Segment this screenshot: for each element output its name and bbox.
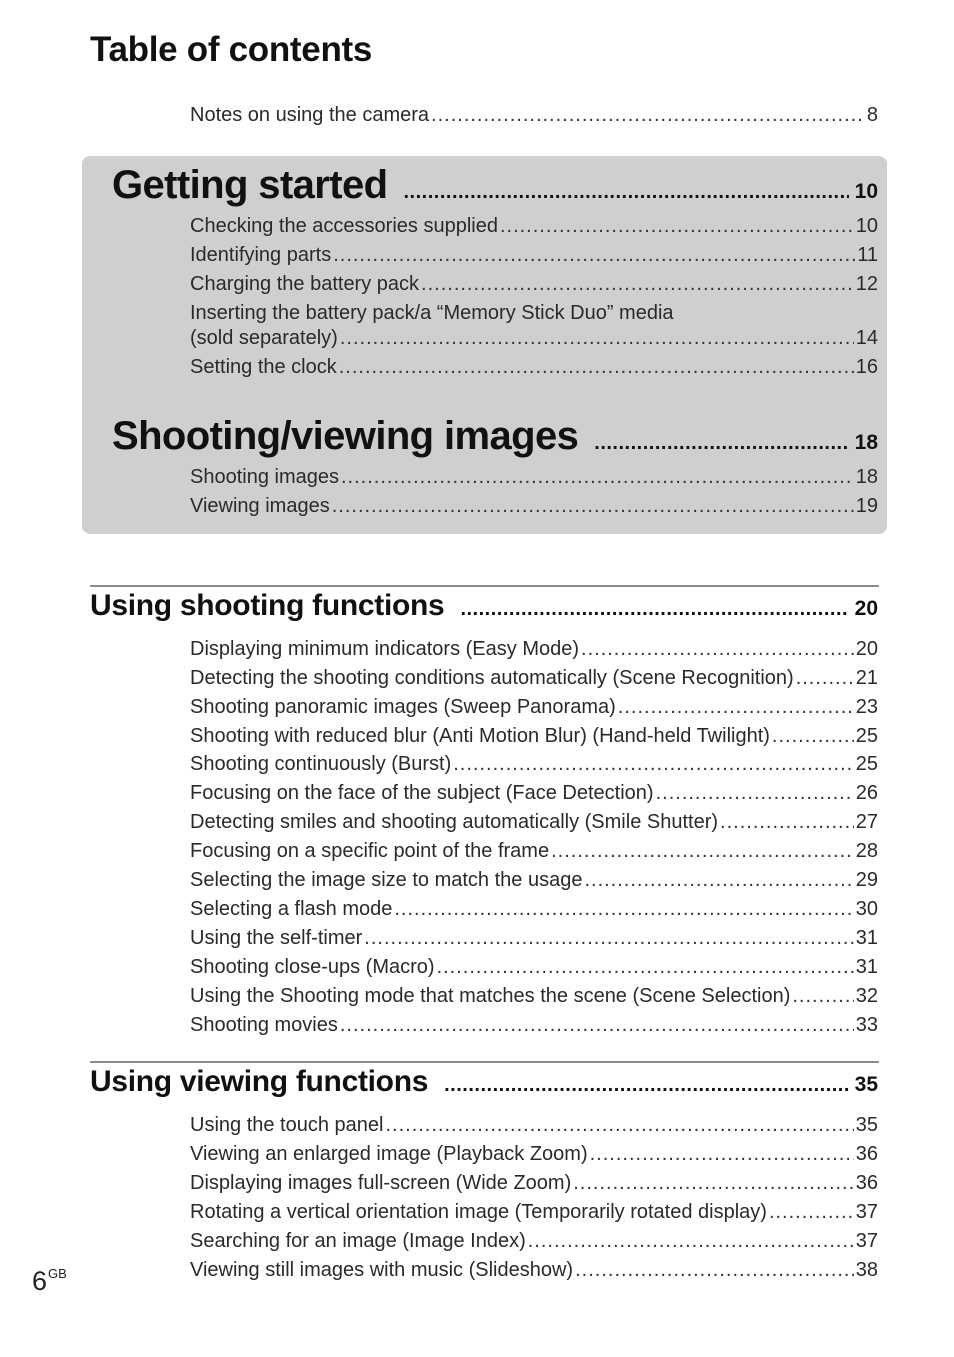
leader-dots	[421, 270, 854, 299]
toc-entry-label: Checking the accessories supplied	[190, 215, 498, 237]
toc-entry-page: 36	[855, 1143, 878, 1165]
leader-dots	[590, 1140, 854, 1169]
toc-entry-page: 23	[855, 696, 878, 718]
leader-dots	[594, 432, 848, 455]
page-title: Table of contents	[90, 30, 373, 69]
toc-entry[interactable]	[190, 837, 878, 866]
toc-entry-label: Viewing an enlarged image (Playback Zoom)	[190, 1143, 588, 1165]
leader-dots	[720, 808, 854, 837]
leader-dots	[394, 895, 853, 924]
toc-entry-page: 38	[855, 1259, 878, 1281]
toc-entry-label: Shooting close-ups (Macro)	[190, 956, 435, 978]
toc-entry-label: Shooting movies	[190, 1014, 338, 1036]
page-number-value: 6	[32, 1266, 48, 1296]
leader-dots	[656, 779, 854, 808]
section-heading-viewing-functions[interactable]	[90, 1065, 878, 1099]
toc-entry[interactable]	[190, 635, 878, 664]
toc-entry-label: Shooting images	[190, 466, 339, 488]
toc-entry-label-line1[interactable]: Inserting the battery pack/a “Memory Stick Duo” media	[190, 302, 674, 324]
toc-entry[interactable]	[190, 808, 878, 837]
toc-entry-page: 33	[855, 1014, 878, 1036]
toc-entry[interactable]	[190, 664, 878, 693]
toc-entry[interactable]	[190, 1198, 878, 1227]
toc-entry-page: 35	[855, 1114, 878, 1136]
toc-entry[interactable]	[190, 750, 878, 779]
toc-entry[interactable]	[190, 924, 878, 953]
leader-dots	[364, 924, 853, 953]
toc-entry-page: 26	[855, 782, 878, 804]
leader-dots	[333, 241, 855, 270]
toc-entry[interactable]	[190, 353, 878, 382]
leader-dots	[551, 837, 854, 866]
toc-entry-page: 37	[855, 1230, 878, 1252]
leader-dots	[584, 866, 853, 895]
section-page: 35	[854, 1073, 878, 1096]
toc-entry-label: Identifying parts	[190, 244, 332, 266]
toc-entry-label: Searching for an image (Image Index)	[190, 1230, 526, 1252]
toc-entry-label: Using the touch panel	[190, 1114, 384, 1136]
toc-entry[interactable]	[190, 866, 878, 895]
toc-entry-page: 19	[855, 495, 878, 517]
leader-dots	[403, 181, 848, 204]
section-page: 20	[854, 597, 878, 620]
leader-dots	[618, 693, 854, 722]
toc-entry-page: 37	[855, 1201, 878, 1223]
toc-entry-label: Focusing on a specific point of the frame	[190, 840, 550, 862]
leader-dots	[796, 664, 854, 693]
toc-entry-notes[interactable]	[190, 101, 878, 130]
leader-dots	[340, 324, 854, 353]
toc-entry[interactable]	[190, 895, 878, 924]
leader-dots	[332, 492, 854, 521]
toc-entry-page: 31	[855, 927, 878, 949]
toc-entry-page: 30	[855, 898, 878, 920]
toc-entry[interactable]	[190, 1227, 878, 1256]
toc-entry[interactable]	[190, 1256, 878, 1285]
leader-dots	[792, 982, 853, 1011]
toc-entry[interactable]	[190, 270, 878, 299]
page-number-suffix: GB	[48, 1266, 67, 1281]
toc-entry-label: Rotating a vertical orientation image (Temporarily rotated display)	[190, 1201, 767, 1223]
leader-dots	[769, 1198, 854, 1227]
toc-entry[interactable]	[190, 241, 878, 270]
section-page: 10	[854, 180, 878, 203]
toc-entry-page: 11	[857, 244, 878, 266]
toc-entry-page: 20	[855, 638, 878, 660]
toc-entry[interactable]	[190, 779, 878, 808]
leader-dots	[581, 635, 854, 664]
toc-entry-page: 25	[855, 725, 878, 747]
page-number	[32, 1266, 67, 1297]
toc-entry-label: Detecting smiles and shooting automatically (Smile Shutter)	[190, 811, 719, 833]
leader-dots	[453, 750, 854, 779]
toc-entry-label: Selecting a flash mode	[190, 898, 393, 920]
section-title: Shooting/viewing images	[112, 414, 579, 458]
toc-entry[interactable]	[190, 953, 878, 982]
toc-entry-label: Displaying minimum indicators (Easy Mode)	[190, 638, 580, 660]
leader-dots	[444, 1074, 849, 1097]
toc-entry-page: 18	[855, 466, 878, 488]
leader-dots	[573, 1169, 854, 1198]
toc-entry-page: 32	[855, 985, 878, 1007]
toc-entry[interactable]	[190, 1140, 878, 1169]
toc-entry-page: 29	[855, 869, 878, 891]
toc-entry-label: Focusing on the face of the subject (Face Detection)	[190, 782, 654, 804]
toc-entry-page: 14	[855, 327, 878, 349]
toc-entry-page: 8	[866, 104, 878, 126]
toc-entry[interactable]	[190, 693, 878, 722]
leader-dots	[772, 722, 854, 751]
section-title: Using viewing functions	[90, 1065, 429, 1098]
toc-entry-label: Charging the battery pack	[190, 273, 420, 295]
toc-entry[interactable]	[190, 722, 878, 751]
toc-entry-page: 10	[855, 215, 878, 237]
toc-entry-label: Shooting panoramic images (Sweep Panorama)	[190, 696, 616, 718]
toc-entry[interactable]	[190, 982, 878, 1011]
section-title: Using shooting functions	[90, 589, 445, 622]
toc-entry[interactable]	[190, 1169, 878, 1198]
toc-entry-label: Selecting the image size to match the usage	[190, 869, 583, 891]
toc-entry-label: Shooting continuously (Burst)	[190, 753, 452, 775]
toc-entry-label: Using the self-timer	[190, 927, 363, 949]
leader-dots	[339, 353, 854, 382]
section-rule	[90, 1061, 879, 1063]
leader-dots	[575, 1256, 854, 1285]
leader-dots	[437, 953, 854, 982]
section-page: 18	[854, 431, 878, 454]
leader-dots	[528, 1227, 854, 1256]
toc-entry-page: 16	[855, 356, 878, 378]
leader-dots	[341, 463, 854, 492]
toc-entry[interactable]	[190, 1111, 878, 1140]
toc-entry-label: Viewing still images with music (Slideshow)	[190, 1259, 574, 1281]
leader-dots	[340, 1011, 854, 1040]
toc-entry-label: Using the Shooting mode that matches the scene (Scene Selection)	[190, 985, 791, 1007]
toc-entry[interactable]	[190, 324, 878, 353]
toc-entry-label: Shooting with reduced blur (Anti Motion Blur) (Hand-held Twilight)	[190, 725, 770, 747]
toc-entry-page: 36	[855, 1172, 878, 1194]
toc-entry[interactable]	[190, 463, 878, 492]
toc-entry-label: Setting the clock	[190, 356, 337, 378]
leader-dots	[385, 1111, 853, 1140]
section-heading-shooting-viewing[interactable]	[112, 414, 878, 459]
leader-dots	[500, 212, 854, 241]
toc-entry-page: 31	[855, 956, 878, 978]
toc-entry-label: Notes on using the camera	[190, 104, 430, 126]
section-rule	[90, 585, 879, 587]
leader-dots	[431, 101, 865, 130]
section-heading-shooting-functions[interactable]	[90, 589, 878, 623]
section-heading-getting-started[interactable]	[112, 163, 878, 208]
toc-entry-page: 28	[855, 840, 878, 862]
leader-dots	[460, 598, 848, 621]
toc-entry[interactable]	[190, 1011, 878, 1040]
toc-entry-page: 21	[855, 667, 878, 689]
toc-entry-label: Detecting the shooting conditions automatically (Scene Recognition)	[190, 667, 794, 689]
toc-entry[interactable]	[190, 492, 878, 521]
toc-entry-label: Displaying images full-screen (Wide Zoom)	[190, 1172, 572, 1194]
section-title: Getting started	[112, 163, 388, 207]
toc-entry-page: 12	[855, 273, 878, 295]
toc-entry[interactable]	[190, 212, 878, 241]
toc-entry-label: Viewing images	[190, 495, 330, 517]
toc-entry-page: 25	[855, 753, 878, 775]
toc-entry-page: 27	[855, 811, 878, 833]
toc-entry-label: (sold separately)	[190, 327, 338, 349]
